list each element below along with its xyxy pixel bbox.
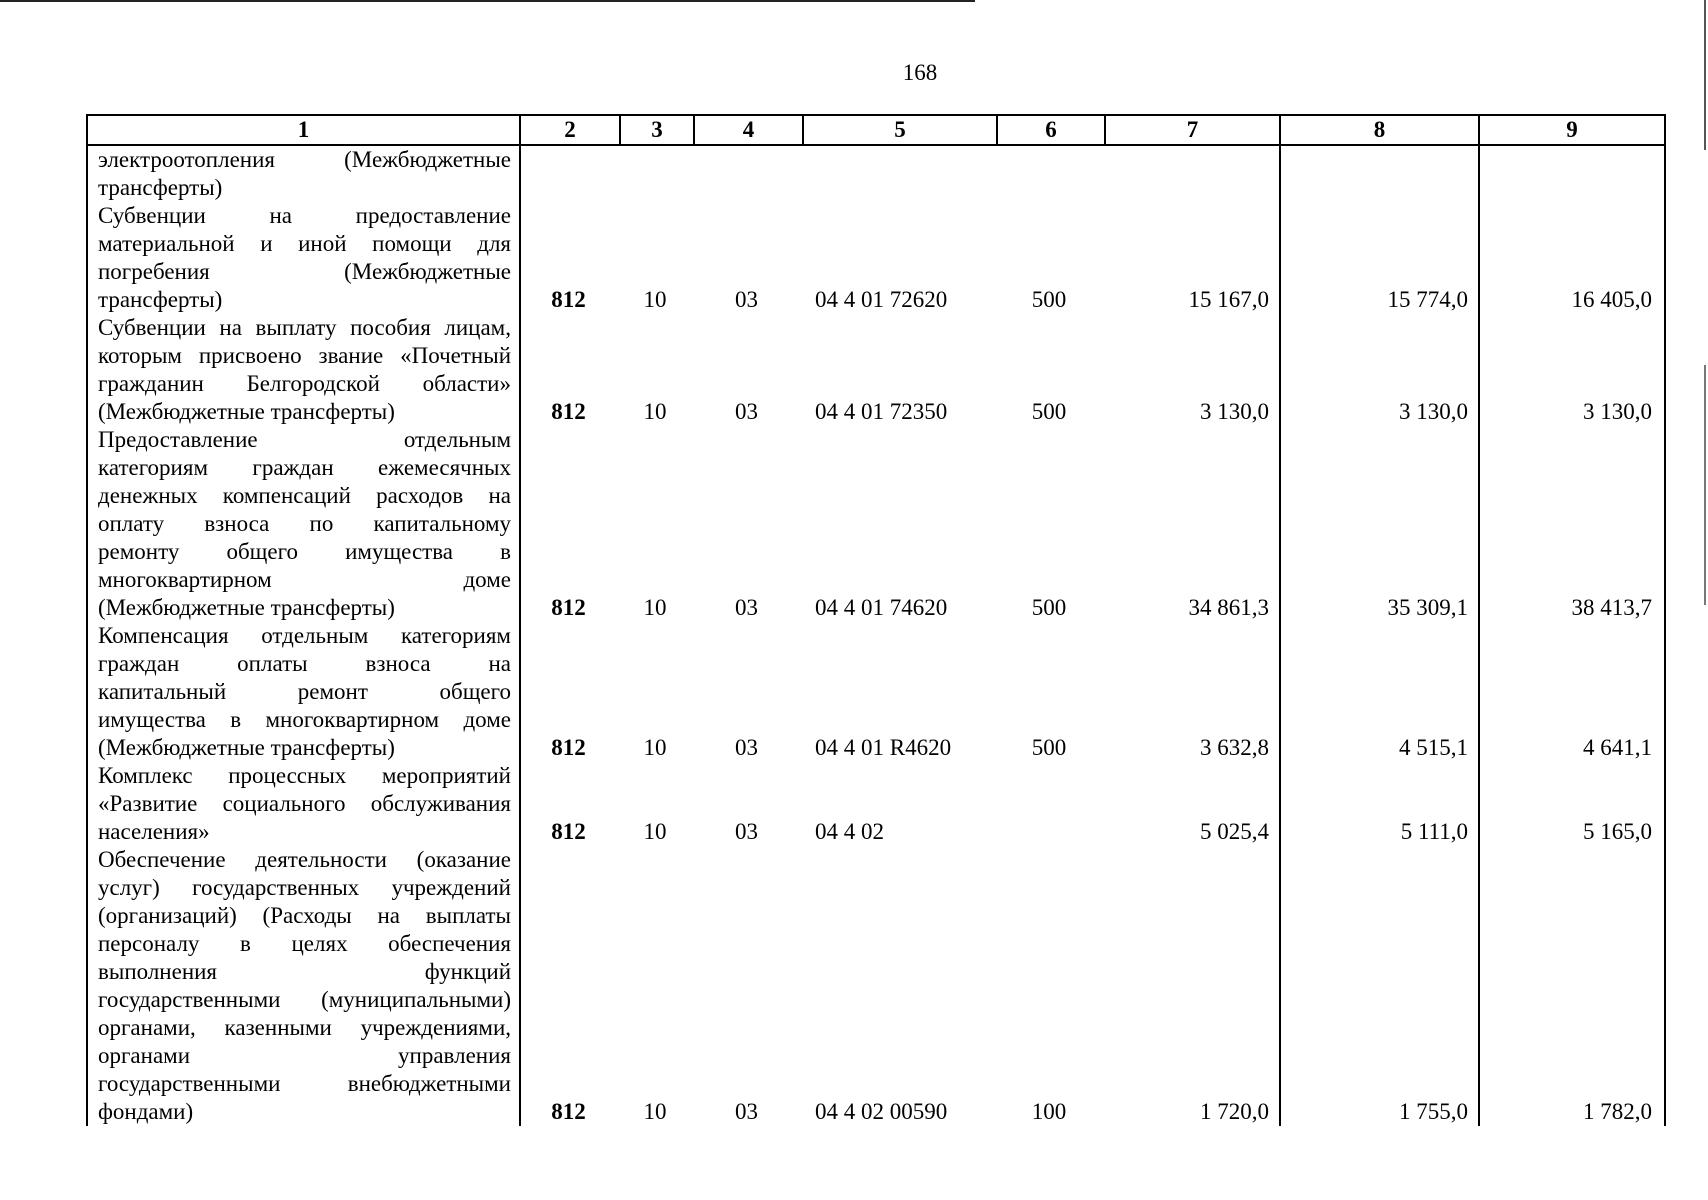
description-line: фондами) xyxy=(98,1099,194,1124)
description-line: капитальный ремонт общего xyxy=(98,679,511,704)
target-article-cell: 04 4 01 72350 xyxy=(815,399,948,424)
amount-year1-cell: 15 167,0 xyxy=(1188,287,1269,312)
description-cell xyxy=(87,622,520,762)
description-line: органами, казенными учреждениями, xyxy=(98,1015,511,1040)
table-row xyxy=(87,762,1665,846)
description-line: Субвенции на предоставление xyxy=(98,203,511,228)
column-header: 9 xyxy=(1479,115,1665,145)
subsection-code-cell: 03 xyxy=(735,1099,758,1124)
expense-type-cell: 500 xyxy=(1031,735,1067,760)
description-cell xyxy=(87,762,520,846)
subsection-code-cell xyxy=(694,145,803,202)
target-article-cell: 04 4 01 72620 xyxy=(815,287,948,312)
column-header: 1 xyxy=(87,115,520,145)
column-header: 4 xyxy=(694,115,803,145)
header-row xyxy=(87,115,1665,145)
table-row xyxy=(87,145,1665,202)
table-row xyxy=(87,846,1665,1126)
table-row xyxy=(87,314,1665,426)
amount-year2-cell: 15 774,0 xyxy=(1280,202,1479,314)
description-cell xyxy=(87,314,520,426)
column-header: 5 xyxy=(803,115,997,145)
description-cell xyxy=(87,426,520,622)
description-line: выполнения функций xyxy=(98,959,511,984)
description-line: органами управления xyxy=(98,1043,511,1068)
amount-year3-cell: 38 413,7 xyxy=(1479,426,1665,622)
page-number: 168 xyxy=(902,60,938,85)
expense-type-cell: 100 xyxy=(1031,1099,1067,1124)
description-line: погребения (Межбюджетные xyxy=(98,259,511,284)
column-header: 8 xyxy=(1280,115,1479,145)
column-header: 3 xyxy=(620,115,694,145)
description-line: которым присвоено звание «Почетный xyxy=(98,343,511,368)
table-row xyxy=(87,426,1665,622)
description-line: (Межбюджетные трансферты) xyxy=(98,399,395,424)
description-line: государственными (муниципальными) xyxy=(98,987,511,1012)
subsection-code-cell: 03 xyxy=(735,399,758,424)
amount-year2-cell xyxy=(1280,145,1479,202)
budget-table xyxy=(86,114,1666,1126)
amount-year1-cell xyxy=(1105,145,1280,202)
description-line: Предоставление отдельным xyxy=(98,427,511,452)
amount-year3-cell: 4 641,1 xyxy=(1479,622,1665,762)
right-edge-mark xyxy=(1704,365,1706,605)
admin-code-cell: 812 xyxy=(551,287,586,312)
right-edge-mark xyxy=(1704,0,1706,150)
column-header: 2 xyxy=(520,115,620,145)
description-line: (Межбюджетные трансферты) xyxy=(98,595,395,620)
admin-code-cell: 812 xyxy=(551,399,586,424)
expense-type-cell: 500 xyxy=(1031,287,1067,312)
amount-year2-cell: 35 309,1 xyxy=(1280,426,1479,622)
description-line: государственными внебюджетными xyxy=(98,1071,511,1096)
subsection-code-cell: 03 xyxy=(735,595,758,620)
description-line: Обеспечение деятельности (оказание xyxy=(98,847,511,872)
target-article-cell xyxy=(803,145,997,202)
section-code-cell: 10 xyxy=(643,819,667,844)
amount-year2-cell: 1 755,0 xyxy=(1280,846,1479,1126)
amount-year1-cell: 3 632,8 xyxy=(1200,735,1269,760)
description-line: Субвенции на выплату пособия лицам, xyxy=(98,315,511,340)
table-row xyxy=(87,202,1665,314)
description-line: Комплекс процессных мероприятий xyxy=(98,763,511,788)
admin-code-cell xyxy=(520,145,620,202)
amount-year3-cell: 1 782,0 xyxy=(1479,846,1665,1126)
section-code-cell: 10 xyxy=(643,595,667,620)
section-code-cell xyxy=(620,145,694,202)
subsection-code-cell: 03 xyxy=(735,819,758,844)
description-line: материальной и иной помощи для xyxy=(98,231,511,256)
description-line: многоквартирном доме xyxy=(98,567,511,592)
admin-code-cell: 812 xyxy=(551,595,586,620)
amount-year3-cell: 3 130,0 xyxy=(1479,314,1665,426)
section-code-cell: 10 xyxy=(643,287,667,312)
description-line: трансферты) xyxy=(98,287,223,312)
expense-type-cell: 500 xyxy=(1031,399,1067,424)
section-code-cell: 10 xyxy=(643,399,667,424)
section-code-cell: 10 xyxy=(643,1099,667,1124)
description-cell xyxy=(87,846,520,1126)
target-article-cell: 04 4 02 xyxy=(815,819,884,844)
amount-year1-cell: 3 130,0 xyxy=(1200,399,1269,424)
column-header: 7 xyxy=(1105,115,1280,145)
subsection-code-cell: 03 xyxy=(735,287,758,312)
table-body xyxy=(87,145,1665,1126)
description-line: ремонту общего имущества в xyxy=(98,539,511,564)
description-line: Компенсация отдельным категориям xyxy=(98,623,511,648)
amount-year2-cell: 4 515,1 xyxy=(1280,622,1479,762)
amount-year3-cell: 16 405,0 xyxy=(1479,202,1665,314)
admin-code-cell: 812 xyxy=(551,735,586,760)
target-article-cell: 04 4 02 00590 xyxy=(815,1099,948,1124)
description-line: населения» xyxy=(98,819,210,844)
admin-code-cell: 812 xyxy=(551,1099,586,1124)
expense-type-cell xyxy=(997,762,1105,846)
amount-year1-cell: 5 025,4 xyxy=(1200,819,1269,844)
amount-year2-cell: 5 111,0 xyxy=(1280,762,1479,846)
amount-year3-cell: 5 165,0 xyxy=(1479,762,1665,846)
top-edge-rule xyxy=(0,0,975,2)
target-article-cell: 04 4 01 R4620 xyxy=(815,735,952,760)
description-line: «Развитие социального обслуживания xyxy=(98,791,511,816)
description-cell xyxy=(87,145,520,202)
target-article-cell: 04 4 01 74620 xyxy=(815,595,948,620)
description-line: электроотопления (Межбюджетные xyxy=(98,147,511,172)
column-header: 6 xyxy=(997,115,1105,145)
section-code-cell: 10 xyxy=(643,735,667,760)
expense-type-cell xyxy=(997,145,1105,202)
expense-type-cell: 500 xyxy=(1031,595,1067,620)
description-line: граждан оплаты взноса на xyxy=(98,651,511,676)
description-line: категориям граждан ежемесячных xyxy=(98,455,511,480)
description-line: оплату взноса по капитальному xyxy=(98,511,511,536)
amount-year1-cell: 34 861,3 xyxy=(1188,595,1269,620)
description-line: имущества в многоквартирном доме xyxy=(98,707,511,732)
description-line: трансферты) xyxy=(98,175,223,200)
amount-year2-cell: 3 130,0 xyxy=(1280,314,1479,426)
description-line: гражданин Белгородской области» xyxy=(98,371,511,396)
description-line: услуг) государственных учреждений xyxy=(98,875,511,900)
description-line: денежных компенсаций расходов на xyxy=(98,483,511,508)
description-cell xyxy=(87,202,520,314)
description-line: персоналу в целях обеспечения xyxy=(98,931,511,956)
description-line: (организаций) (Расходы на выплаты xyxy=(98,903,511,928)
amount-year1-cell: 1 720,0 xyxy=(1200,1099,1269,1124)
table-row xyxy=(87,622,1665,762)
description-line: (Межбюджетные трансферты) xyxy=(98,735,395,760)
amount-year3-cell xyxy=(1479,145,1665,202)
admin-code-cell: 812 xyxy=(551,819,586,844)
subsection-code-cell: 03 xyxy=(735,735,758,760)
